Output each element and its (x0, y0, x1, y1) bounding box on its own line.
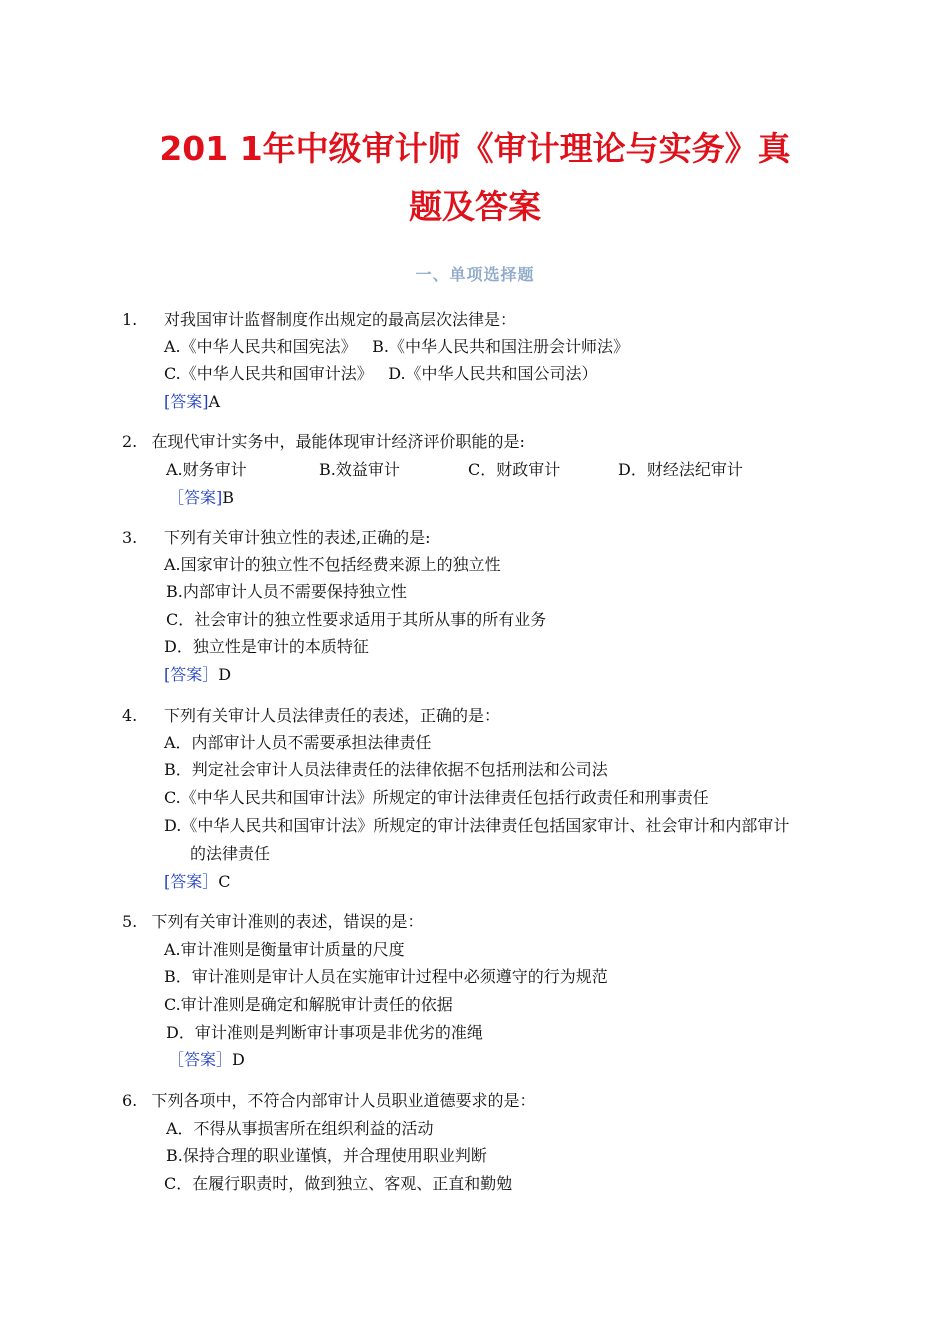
answer-label: [答案］ (164, 872, 219, 891)
question-4-option-d-continued: 的法律责任 (190, 844, 271, 863)
answer-label: [答案] (164, 392, 209, 411)
question-4-number: 4. (122, 706, 138, 725)
question-3-answer (164, 665, 231, 685)
question-5-option-a: A.审计准则是衡量审计质量的尺度 (164, 940, 405, 959)
answer-label: ［答案] (168, 488, 223, 507)
question-5-stem: ﾠ下列有关审计准则的表述，错误的是： (136, 912, 424, 931)
question-6-option-a: A．不得从事损害所在组织利益的活动 (166, 1119, 434, 1138)
question-4-stem: 下列有关审计人员法律责任的表述，正确的是： (164, 706, 501, 725)
question-3-option-d: D．独立性是审计的本质特征 (164, 637, 369, 656)
question-6-option-c: C．在履行职责时，做到独立、客观、正直和勤勉 (164, 1174, 513, 1193)
question-1-answer (164, 392, 220, 412)
question-4-option-b: B．判定社会审计人员法律责任的法律依据不包括刑法和公司法 (164, 760, 608, 779)
question-6-stem: ﾠ下列各项中，不符合内部审计人员职业道德要求的是： (136, 1091, 536, 1110)
question-2-number: 2. (122, 432, 138, 451)
question-1-stem: 对我国审计监督制度作出规定的最高层次法律是： (164, 310, 517, 329)
question-2-answer (168, 488, 234, 508)
section-heading: 一、单项选择题 (415, 265, 535, 284)
question-2-option-b: B.效益审计 (319, 460, 400, 479)
question-1-option-line-2: C.《中华人民共和国审计法》ﾠD.《中华人民共和国公司法） (164, 364, 598, 383)
answer-value: A (208, 392, 221, 411)
question-3-stem: 下列有关审计独立性的表述,正确的是: (164, 528, 431, 547)
question-4-option-a: A．内部审计人员不需要承担法律责任 (164, 733, 432, 752)
question-4-option-c: C.《中华人民共和国审计法》所规定的审计法律责任包括行政责任和刑事责任 (164, 788, 709, 807)
answer-value: B (222, 488, 235, 507)
question-2-option-d: D．财经法纪审计 (618, 460, 743, 479)
question-5-answer (168, 1050, 245, 1070)
question-1-option-line-1: A.《中华人民共和国宪法》ﾠB.《中华人民共和国注册会计师法》 (164, 337, 629, 356)
question-2-stem: ﾠ在现代审计实务中，最能体现审计经济评价职能的是: (136, 432, 525, 451)
document-title-line-2: 题及答案 (409, 187, 541, 226)
question-4-answer (164, 872, 231, 892)
document-title-line-1: 201 1年中级审计师《审计理论与实务》真 (159, 129, 791, 168)
question-5-option-b: B．审计准则是审计人员在实施审计过程中必须遵守的行为规范 (164, 967, 608, 986)
question-3-option-b: B.内部审计人员不需要保持独立性 (166, 582, 407, 601)
question-3-number: 3. (122, 528, 138, 547)
question-6-number: 6. (122, 1091, 138, 1110)
answer-value: D (218, 665, 232, 684)
question-2-option-c: C．财政审计 (468, 460, 561, 479)
question-5-number: 5. (122, 912, 138, 931)
question-6-option-b: B.保持合理的职业谨慎，并合理使用职业判断 (166, 1146, 487, 1165)
answer-label: [答案］ (164, 665, 219, 684)
question-3-option-a: A.国家审计的独立性不包括经费来源上的独立性 (164, 555, 501, 574)
question-1-number: 1. (122, 310, 138, 329)
question-4-option-d: D.《中华人民共和国审计法》所规定的审计法律责任包括国家审计、社会审计和内部审计 (164, 816, 790, 835)
answer-value: D (232, 1050, 245, 1069)
question-2-option-a: A.财务审计 (166, 460, 247, 479)
question-3-option-c: C．社会审计的独立性要求适用于其所从事的所有业务 (166, 610, 547, 629)
question-5-option-d: D．审计准则是判断审计事项是非优劣的准绳 (166, 1023, 483, 1042)
answer-value: C (218, 872, 231, 891)
answer-label: ［答案］ (168, 1050, 233, 1069)
question-5-option-c: C.审计准则是确定和解脱审计责任的依据 (164, 995, 453, 1014)
